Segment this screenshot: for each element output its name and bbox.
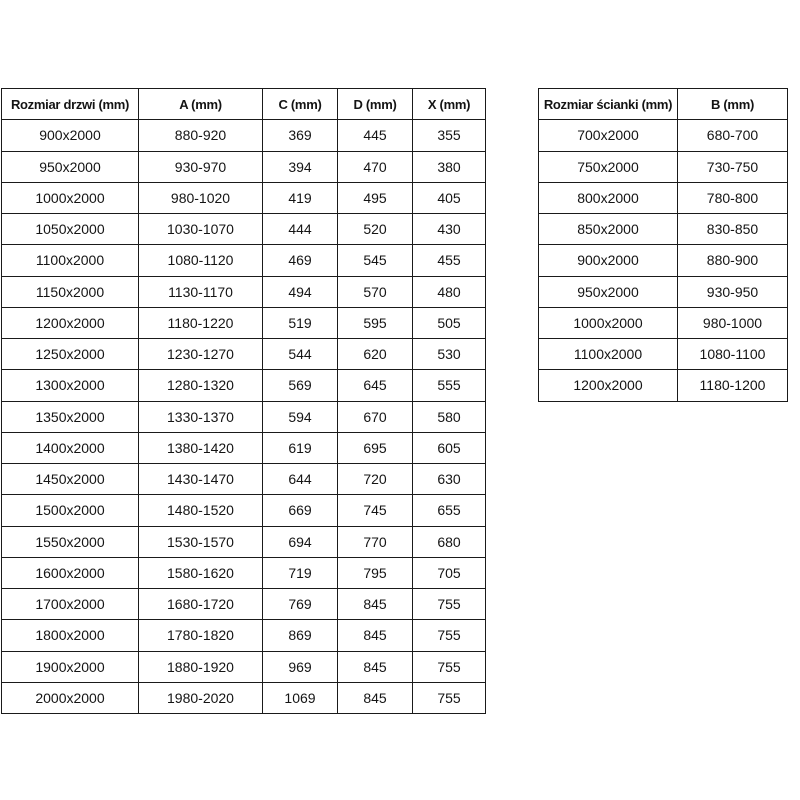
table-row	[2, 620, 486, 651]
table-row	[2, 307, 486, 338]
table-cell: 580	[413, 401, 486, 432]
table-cell: 745	[338, 495, 413, 526]
table-row	[2, 245, 486, 276]
table-cell: 850x2000	[539, 214, 678, 245]
table-cell: 445	[338, 120, 413, 151]
table-cell: 520	[338, 214, 413, 245]
table-cell: 1230-1270	[139, 339, 263, 370]
table-row	[2, 432, 486, 463]
table-cell: 869	[263, 620, 338, 651]
table-row	[539, 151, 788, 182]
table-cell: 419	[263, 182, 338, 213]
column-header: Rozmiar drzwi (mm)	[2, 89, 139, 120]
table-cell: 700x2000	[539, 120, 678, 151]
column-header: X (mm)	[413, 89, 486, 120]
table-cell: 1380-1420	[139, 432, 263, 463]
table-cell: 530	[413, 339, 486, 370]
table-cell: 845	[338, 620, 413, 651]
table-cell: 845	[338, 589, 413, 620]
table-cell: 1800x2000	[2, 620, 139, 651]
table-cell: 1080-1100	[678, 339, 788, 370]
table-cell: 1200x2000	[539, 370, 678, 401]
table-cell: 980-1000	[678, 307, 788, 338]
table-cell: 680	[413, 526, 486, 557]
table-cell: 670	[338, 401, 413, 432]
table-cell: 1550x2000	[2, 526, 139, 557]
table-cell: 645	[338, 370, 413, 401]
table-cell: 694	[263, 526, 338, 557]
table-cell: 455	[413, 245, 486, 276]
column-header: B (mm)	[678, 89, 788, 120]
table-cell: 1480-1520	[139, 495, 263, 526]
door-table-header-row	[2, 89, 486, 120]
table-cell: 1100x2000	[2, 245, 139, 276]
table-cell: 619	[263, 432, 338, 463]
table-row	[2, 464, 486, 495]
table-cell: 655	[413, 495, 486, 526]
table-cell: 369	[263, 120, 338, 151]
table-row	[2, 214, 486, 245]
table-cell: 630	[413, 464, 486, 495]
table-row	[2, 401, 486, 432]
table-row	[539, 370, 788, 401]
table-cell: 950x2000	[539, 276, 678, 307]
table-cell: 394	[263, 151, 338, 182]
table-row	[2, 589, 486, 620]
table-cell: 930-970	[139, 151, 263, 182]
table-cell: 950x2000	[2, 151, 139, 182]
table-cell: 705	[413, 557, 486, 588]
column-header: C (mm)	[263, 89, 338, 120]
table-cell: 730-750	[678, 151, 788, 182]
table-row	[2, 182, 486, 213]
table-cell: 1100x2000	[539, 339, 678, 370]
table-row	[2, 151, 486, 182]
table-row	[539, 120, 788, 151]
table-cell: 1330-1370	[139, 401, 263, 432]
wall-table-header-row	[539, 89, 788, 120]
table-cell: 1130-1170	[139, 276, 263, 307]
table-cell: 1680-1720	[139, 589, 263, 620]
table-cell: 1780-1820	[139, 620, 263, 651]
table-cell: 1300x2000	[2, 370, 139, 401]
table-cell: 1180-1200	[678, 370, 788, 401]
table-cell: 544	[263, 339, 338, 370]
table-cell: 405	[413, 182, 486, 213]
table-cell: 980-1020	[139, 182, 263, 213]
table-row	[539, 276, 788, 307]
table-cell: 494	[263, 276, 338, 307]
table-row	[2, 557, 486, 588]
table-row	[539, 245, 788, 276]
table-cell: 719	[263, 557, 338, 588]
door-size-table	[1, 88, 486, 714]
table-cell: 1080-1120	[139, 245, 263, 276]
table-cell: 695	[338, 432, 413, 463]
table-cell: 444	[263, 214, 338, 245]
table-cell: 569	[263, 370, 338, 401]
table-cell: 1600x2000	[2, 557, 139, 588]
table-cell: 770	[338, 526, 413, 557]
table-cell: 380	[413, 151, 486, 182]
table-cell: 430	[413, 214, 486, 245]
table-row	[539, 214, 788, 245]
table-cell: 1530-1570	[139, 526, 263, 557]
table-cell: 555	[413, 370, 486, 401]
table-cell: 1450x2000	[2, 464, 139, 495]
table-cell: 755	[413, 589, 486, 620]
table-row	[2, 120, 486, 151]
table-cell: 1250x2000	[2, 339, 139, 370]
table-cell: 1880-1920	[139, 651, 263, 682]
table-cell: 845	[338, 682, 413, 713]
table-cell: 880-900	[678, 245, 788, 276]
door-table-body	[2, 120, 486, 714]
table-cell: 505	[413, 307, 486, 338]
table-cell: 1280-1320	[139, 370, 263, 401]
table-cell: 900x2000	[539, 245, 678, 276]
table-row	[2, 276, 486, 307]
table-cell: 1069	[263, 682, 338, 713]
table-cell: 469	[263, 245, 338, 276]
table-cell: 720	[338, 464, 413, 495]
table-cell: 830-850	[678, 214, 788, 245]
table-cell: 1430-1470	[139, 464, 263, 495]
table-row	[2, 526, 486, 557]
table-cell: 620	[338, 339, 413, 370]
table-cell: 1180-1220	[139, 307, 263, 338]
table-cell: 780-800	[678, 182, 788, 213]
table-cell: 1900x2000	[2, 651, 139, 682]
table-row	[2, 495, 486, 526]
table-cell: 969	[263, 651, 338, 682]
table-cell: 545	[338, 245, 413, 276]
table-cell: 880-920	[139, 120, 263, 151]
table-cell: 1000x2000	[539, 307, 678, 338]
table-cell: 519	[263, 307, 338, 338]
table-row	[2, 339, 486, 370]
table-cell: 755	[413, 651, 486, 682]
table-cell: 1200x2000	[2, 307, 139, 338]
table-cell: 930-950	[678, 276, 788, 307]
table-cell: 750x2000	[539, 151, 678, 182]
table-cell: 1580-1620	[139, 557, 263, 588]
table-row	[2, 682, 486, 713]
table-cell: 594	[263, 401, 338, 432]
table-cell: 1980-2020	[139, 682, 263, 713]
table-row	[539, 307, 788, 338]
table-cell: 644	[263, 464, 338, 495]
table-cell: 845	[338, 651, 413, 682]
table-cell: 495	[338, 182, 413, 213]
table-cell: 1030-1070	[139, 214, 263, 245]
column-header: Rozmiar ścianki (mm)	[539, 89, 678, 120]
table-cell: 769	[263, 589, 338, 620]
table-row	[2, 370, 486, 401]
table-cell: 669	[263, 495, 338, 526]
table-cell: 800x2000	[539, 182, 678, 213]
table-cell: 1350x2000	[2, 401, 139, 432]
table-cell: 755	[413, 620, 486, 651]
table-cell: 355	[413, 120, 486, 151]
table-cell: 480	[413, 276, 486, 307]
table-cell: 1400x2000	[2, 432, 139, 463]
table-row	[2, 651, 486, 682]
table-cell: 470	[338, 151, 413, 182]
table-cell: 1500x2000	[2, 495, 139, 526]
table-cell: 605	[413, 432, 486, 463]
table-cell: 1050x2000	[2, 214, 139, 245]
wall-table-body	[539, 120, 788, 401]
column-header: D (mm)	[338, 89, 413, 120]
table-cell: 795	[338, 557, 413, 588]
table-cell: 680-700	[678, 120, 788, 151]
table-cell: 900x2000	[2, 120, 139, 151]
table-cell: 1150x2000	[2, 276, 139, 307]
table-cell: 570	[338, 276, 413, 307]
table-cell: 1700x2000	[2, 589, 139, 620]
table-cell: 1000x2000	[2, 182, 139, 213]
column-header: A (mm)	[139, 89, 263, 120]
table-cell: 595	[338, 307, 413, 338]
table-cell: 2000x2000	[2, 682, 139, 713]
table-row	[539, 182, 788, 213]
table-cell: 755	[413, 682, 486, 713]
wall-size-table	[538, 88, 788, 402]
table-row	[539, 339, 788, 370]
